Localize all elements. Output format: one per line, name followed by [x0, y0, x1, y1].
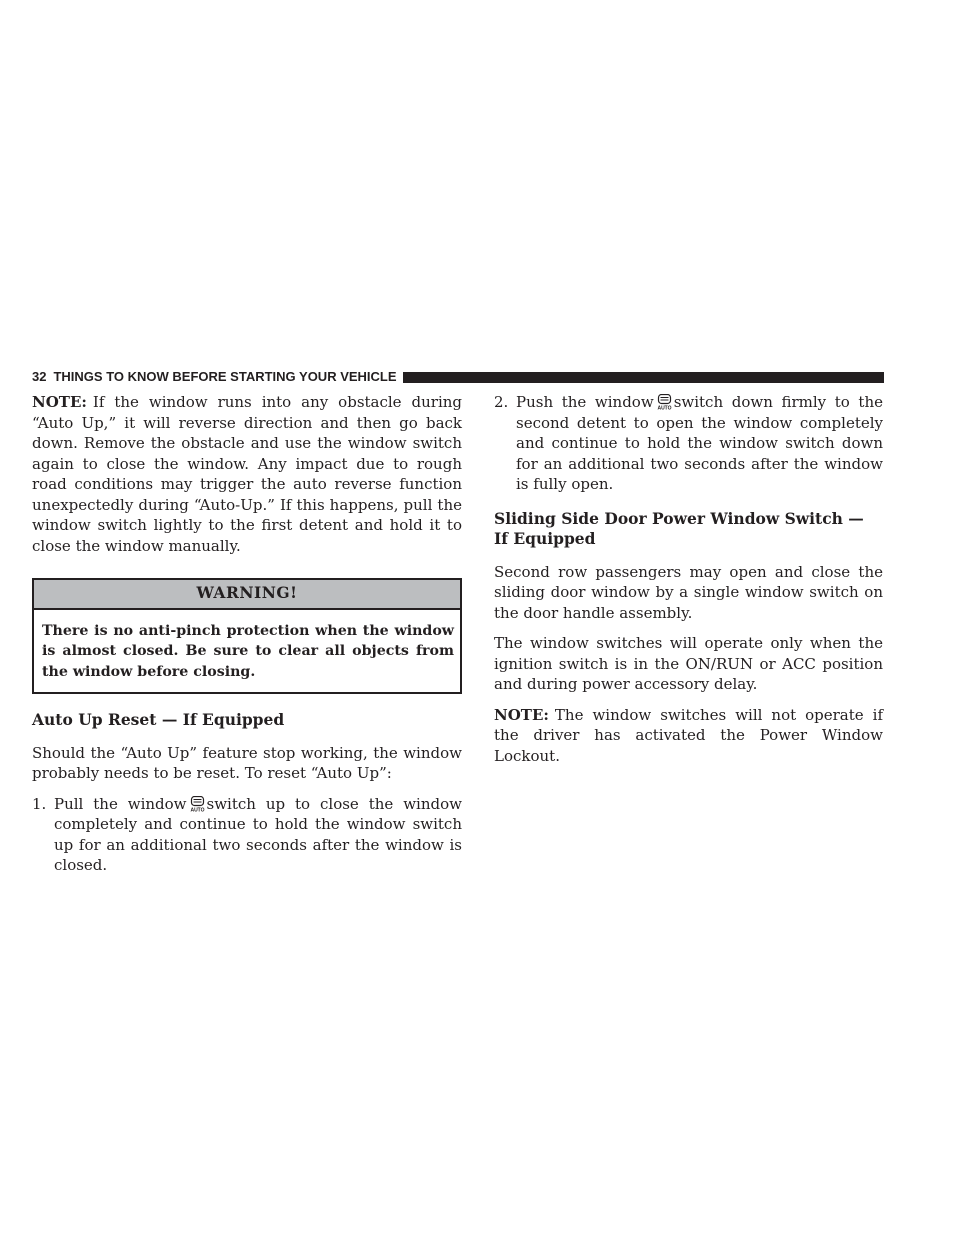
- step-text-start: Pull the window: [54, 794, 187, 813]
- step-text: [516, 392, 883, 495]
- auto-window-switch-icon: [657, 394, 672, 410]
- note-label: NOTE:: [494, 705, 549, 724]
- note-label: NOTE:: [32, 393, 87, 411]
- step-number: 1.: [32, 794, 47, 813]
- reset-intro: Should the “Auto Up” feature stop working, the window probably needs to be reset. To reset “Auto Up”:: [32, 743, 462, 782]
- warning-text: There is no anti-pinch protection when the window is almost closed. Be sure to clear all objects from the window before closing.: [42, 622, 454, 680]
- auto-window-switch-icon: [190, 796, 205, 812]
- note-paragraph: [494, 705, 883, 767]
- step-2: [494, 392, 883, 495]
- heading-sliding-door-switch: Sliding Side Door Power Window Switch — If Equipped: [494, 508, 864, 548]
- header-rule: [403, 372, 884, 383]
- step-number: 2.: [494, 393, 509, 411]
- svg-text:AUTO: AUTO: [189, 807, 205, 812]
- page-number: 32: [32, 369, 47, 384]
- section-title: THINGS TO KNOW BEFORE STARTING YOUR VEHICLE: [53, 369, 397, 384]
- left-column: [32, 392, 462, 886]
- note-paragraph: [32, 392, 462, 556]
- paragraph-ignition: The window switches will operate only when the ignition switch is in the ON/RUN or ACC position and during power accessory delay.: [494, 634, 883, 693]
- warning-box: [32, 578, 462, 694]
- right-column: [494, 392, 883, 776]
- note-text: If the window runs into any obstacle during “Auto Up,” it will reverse direction and then go back down. Remove the obstacle and use the window switch again to close the window. Any impact due to rough road conditions may trigger the auto reverse function unexpectedly during “Auto-Up.” If this happens, pull the window switch lightly to the first detent and hold it to close the window manually.: [32, 393, 462, 555]
- step-text: [54, 794, 462, 876]
- paragraph-second-row: Second row passengers may open and close the sliding door window by a single window switch on the door handle assembly.: [494, 562, 883, 622]
- page-header: [32, 369, 884, 385]
- heading-auto-up-reset: Auto Up Reset — If Equipped: [32, 710, 285, 729]
- warning-title: WARNING!: [34, 580, 460, 610]
- note-text: The window switches will not operate if the driver has activated the Power Window Lockout.: [494, 705, 883, 765]
- step-1: [32, 794, 462, 876]
- svg-text:AUTO: AUTO: [657, 405, 672, 410]
- step-text-end: switch down firmly to the second detent to open the window completely and continue to hold the window switch down for an additional two seconds after the window is fully open.: [516, 393, 883, 493]
- step-text-start: Push the window: [516, 393, 654, 411]
- step-text-end: switch up to close the window completely and continue to hold the window switch up for an additional two seconds after the window is closed.: [54, 794, 462, 874]
